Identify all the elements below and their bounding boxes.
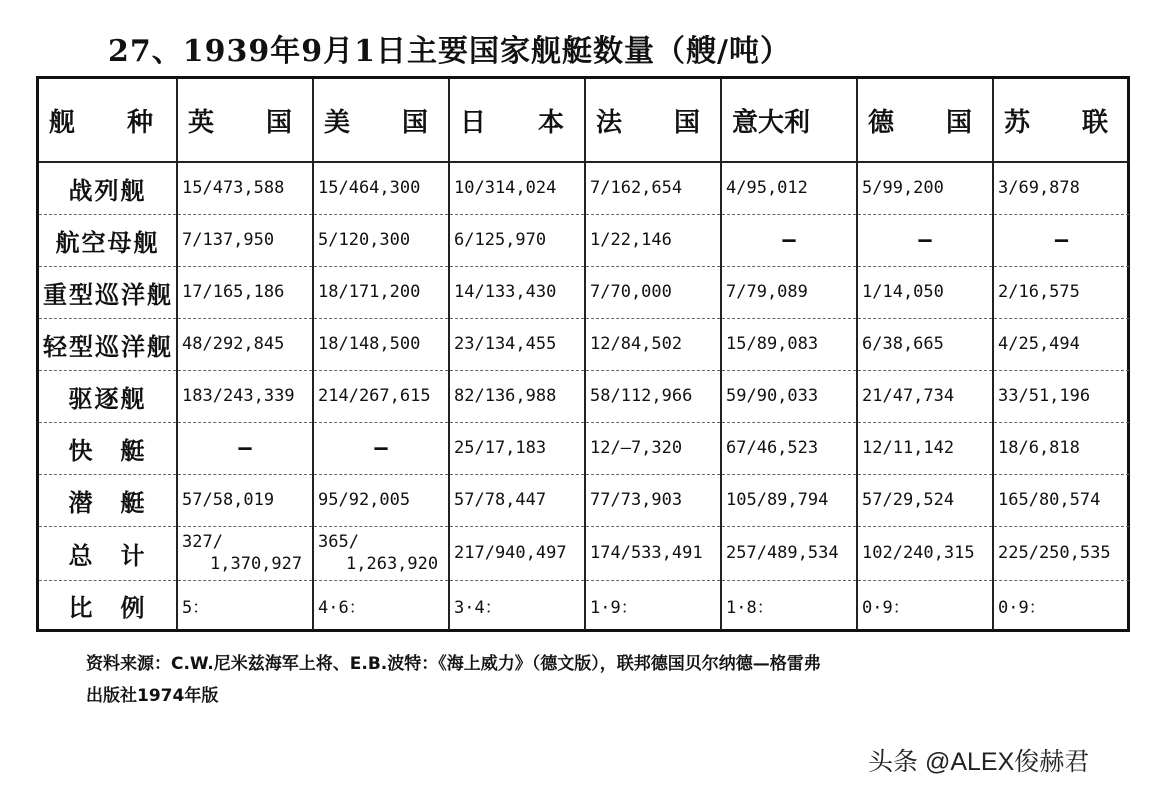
total-cell [993,526,1129,580]
total-line-a: 257/489,534 [726,543,839,563]
table-cell: 15/89,083 [721,318,857,370]
source-line-2: 出版社1974年版 [86,686,219,706]
table-cell: 6/38,665 [857,318,993,370]
table-cell: 165/80,574 [993,474,1129,526]
table-cell: 6/125,970 [449,214,585,266]
table-cell: — [857,214,993,266]
total-row [39,526,1129,580]
ratio-cell: 5： [177,580,313,630]
table-cell: 4/95,012 [721,162,857,214]
ratio-row [39,580,1129,630]
table-cell: 3/69,878 [993,162,1129,214]
header-france: 法 国 [585,79,721,162]
header-row [39,79,1129,162]
total-cell [585,526,721,580]
table-cell: 95/92,005 [313,474,449,526]
table-row [39,474,1129,526]
row-label: 航空母舰 [39,214,177,266]
total-line-a: 327/ [182,532,223,552]
row-label: 轻型巡洋舰 [39,318,177,370]
total-cell [177,526,313,580]
header-usa: 美 国 [313,79,449,162]
table-cell: 57/58,019 [177,474,313,526]
table-cell: 2/16,575 [993,266,1129,318]
ship-count-table [36,76,1130,632]
table-cell: 7/162,654 [585,162,721,214]
table-cell: 18/171,200 [313,266,449,318]
table-cell: 15/473,588 [177,162,313,214]
table-cell: 105/89,794 [721,474,857,526]
table-cell: 15/464,300 [313,162,449,214]
table-cell: 183/243,339 [177,370,313,422]
watermark: 头条 @ALEX俊赫君 [868,748,1090,776]
total-cell [721,526,857,580]
total-line-b: 1,370,927 [210,554,303,574]
row-label: 驱逐舰 [39,370,177,422]
table-cell: 7/70,000 [585,266,721,318]
source-note [86,648,821,712]
table-cell: — [993,214,1129,266]
total-line-a: 365/ [318,532,359,552]
ratio-cell: 3·4： [449,580,585,630]
total-cell [313,526,449,580]
table-cell: 33/51,196 [993,370,1129,422]
header-germany: 德 国 [857,79,993,162]
table-cell: 59/90,033 [721,370,857,422]
table-cell: 18/6,818 [993,422,1129,474]
page-title: 27、1939年9月1日主要国家舰艇数量（艘/吨） [108,34,791,69]
ratio-cell: 1·9： [585,580,721,630]
table-cell: 5/120,300 [313,214,449,266]
header-uk: 英 国 [177,79,313,162]
table-cell: 57/29,524 [857,474,993,526]
data-table [39,79,1129,630]
table-cell: 77/73,903 [585,474,721,526]
header-italy: 意大利 [721,79,857,162]
table-cell: 17/165,186 [177,266,313,318]
table-row [39,318,1129,370]
table-row [39,370,1129,422]
table-cell: 21/47,734 [857,370,993,422]
header-ship-type: 舰 种 [39,79,177,162]
total-line-a: 174/533,491 [590,543,703,563]
total-line-a: 217/940,497 [454,543,567,563]
table-cell: — [721,214,857,266]
ratio-cell: 0·9： [857,580,993,630]
header-ussr: 苏 联 [993,79,1129,162]
table-row [39,162,1129,214]
table-cell: 1/22,146 [585,214,721,266]
table-cell: 48/292,845 [177,318,313,370]
row-label: 战列舰 [39,162,177,214]
source-line-1: 资料来源：C.W.尼米兹海军上将、E.B.波特：《海上威力》（德文版），联邦德国贝尔纳德—格雷弗 [86,654,821,674]
total-line-a: 225/250,535 [998,543,1111,563]
table-cell: 23/134,455 [449,318,585,370]
table-cell: 18/148,500 [313,318,449,370]
total-line-b: 1,263,920 [346,554,439,574]
table-cell: 1/14,050 [857,266,993,318]
table-cell: 58/112,966 [585,370,721,422]
table-cell: 12/84,502 [585,318,721,370]
ratio-cell: 4·6： [313,580,449,630]
row-label: 快 艇 [39,422,177,474]
header-japan: 日 本 [449,79,585,162]
table-cell: — [177,422,313,474]
table-row [39,266,1129,318]
table-cell: 25/17,183 [449,422,585,474]
table-cell: 67/46,523 [721,422,857,474]
table-cell: 4/25,494 [993,318,1129,370]
table-cell: 10/314,024 [449,162,585,214]
row-label: 重型巡洋舰 [39,266,177,318]
table-cell: 7/137,950 [177,214,313,266]
table-cell: 5/99,200 [857,162,993,214]
ratio-cell: 1·8： [721,580,857,630]
total-cell [857,526,993,580]
table-cell: 82/136,988 [449,370,585,422]
row-label: 潜 艇 [39,474,177,526]
table-cell: 14/133,430 [449,266,585,318]
table-cell: 57/78,447 [449,474,585,526]
total-line-a: 102/240,315 [862,543,975,563]
table-cell: 214/267,615 [313,370,449,422]
total-cell [449,526,585,580]
table-cell: 7/79,089 [721,266,857,318]
row-label: 比 例 [39,580,177,630]
table-cell: — [313,422,449,474]
table-row [39,422,1129,474]
table-row [39,214,1129,266]
ratio-cell: 0·9： [998,597,1046,618]
table-cell: 12/—7,320 [585,422,721,474]
row-label: 总 计 [39,526,177,580]
table-cell: 12/11,142 [857,422,993,474]
